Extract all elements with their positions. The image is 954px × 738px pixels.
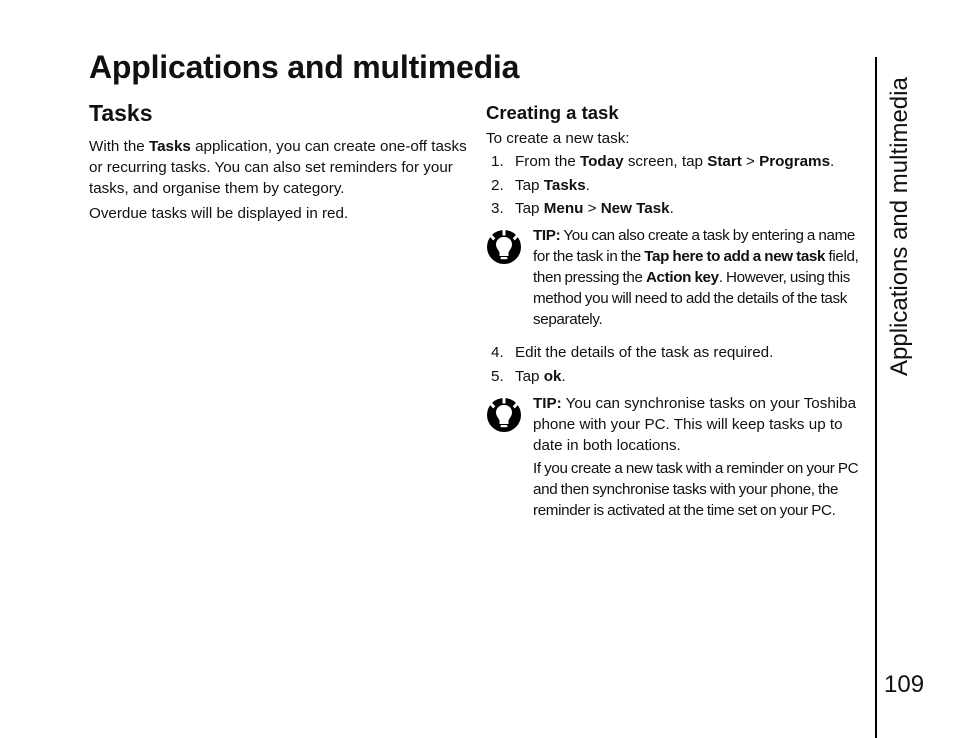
steps-list-part-one [486,151,868,219]
step-text-part: Tap [515,176,544,194]
step-text [515,198,674,219]
tip-text-part: field, then pressing the [533,248,859,287]
step-number: 5. [491,367,504,385]
step-text-part: screen, tap [623,153,708,171]
step-item [486,151,868,172]
tip-paragraph [533,393,868,456]
step-number: 3. [491,200,504,218]
step-text-part: > [741,153,760,171]
sidebar-divider [875,57,877,738]
step-text-part: . [585,176,590,194]
page-title: Applications and multimedia [89,49,520,85]
overdue-note: Overdue tasks will be displayed in red. [89,204,349,222]
steps-list-part-two [486,342,868,387]
tasks-heading: Tasks [89,100,153,126]
step-text-part: . [669,200,674,218]
step-text [515,151,834,172]
tasks-intro-paragraph [89,136,469,199]
step-text [515,175,590,196]
ui-term-programs: Programs [759,153,831,171]
chapter-side-label: Applications and multimedia [886,77,913,376]
tip-label: TIP: [533,227,561,245]
step-number: 1. [491,153,504,171]
step-text [515,366,566,387]
step-number: 2. [491,176,504,194]
step-item [486,342,868,363]
tip-text [533,225,868,332]
ui-term-today: Today [580,153,624,171]
step-number: 4. [491,344,504,362]
step-text-part: > [583,200,601,218]
tip-paragraph [533,225,868,330]
step-item [486,198,868,219]
step-text: Edit the details of the task as required. [515,344,774,362]
tip-paragraph: If you create a new task with a reminder on your PC and then synchronise tasks with your phone, the reminder is activated at the time set on your PC. [533,459,859,519]
page-number: 109 [884,671,925,698]
ui-term-tasks: Tasks [543,176,586,194]
ui-term-start: Start [707,153,742,171]
step-item [486,366,868,387]
step-text-part: . [561,367,566,385]
tip-text-part: . However, using this method you will need to add the details of the task separately. [533,269,851,329]
step-item [486,175,868,196]
creating-task-section [486,101,868,533]
tip-text [533,393,868,523]
tip-box [486,225,868,332]
step-text-part: Tap [515,200,544,218]
tip-box [486,393,868,523]
step-text-part: . [830,153,835,171]
step-text-part: Tap [515,367,544,385]
tasks-app-name: Tasks [148,137,191,155]
tasks-intro-text-after: application, you can create one-off tasks or recurring tasks. You can also set reminders for your tasks, and organise them by category. [89,137,467,197]
tasks-section [89,100,469,228]
creating-task-intro: To create a new task: [486,130,630,148]
ui-term-ok: ok [543,367,562,385]
creating-task-heading: Creating a task [486,102,619,123]
tip-lightbulb-icon [486,225,533,332]
ui-term-action-key: Action key [645,269,719,287]
tip-text-part: You can synchronise tasks on your Toshiba phone with your PC. This will keep tasks up to date in both locations. [533,394,857,454]
tip-lightbulb-icon [486,393,533,523]
ui-term-new-task: New Task [600,200,670,218]
step-text-part: From the [515,153,580,171]
tip-text-part: You can also create a task by entering a name for the task in the [533,227,855,266]
tasks-intro-text-before: With the [89,137,149,155]
ui-term-menu: Menu [543,200,584,218]
tip-label: TIP: [533,394,562,412]
ui-term-tap-here-field: Tap here to add a new task [644,248,826,266]
